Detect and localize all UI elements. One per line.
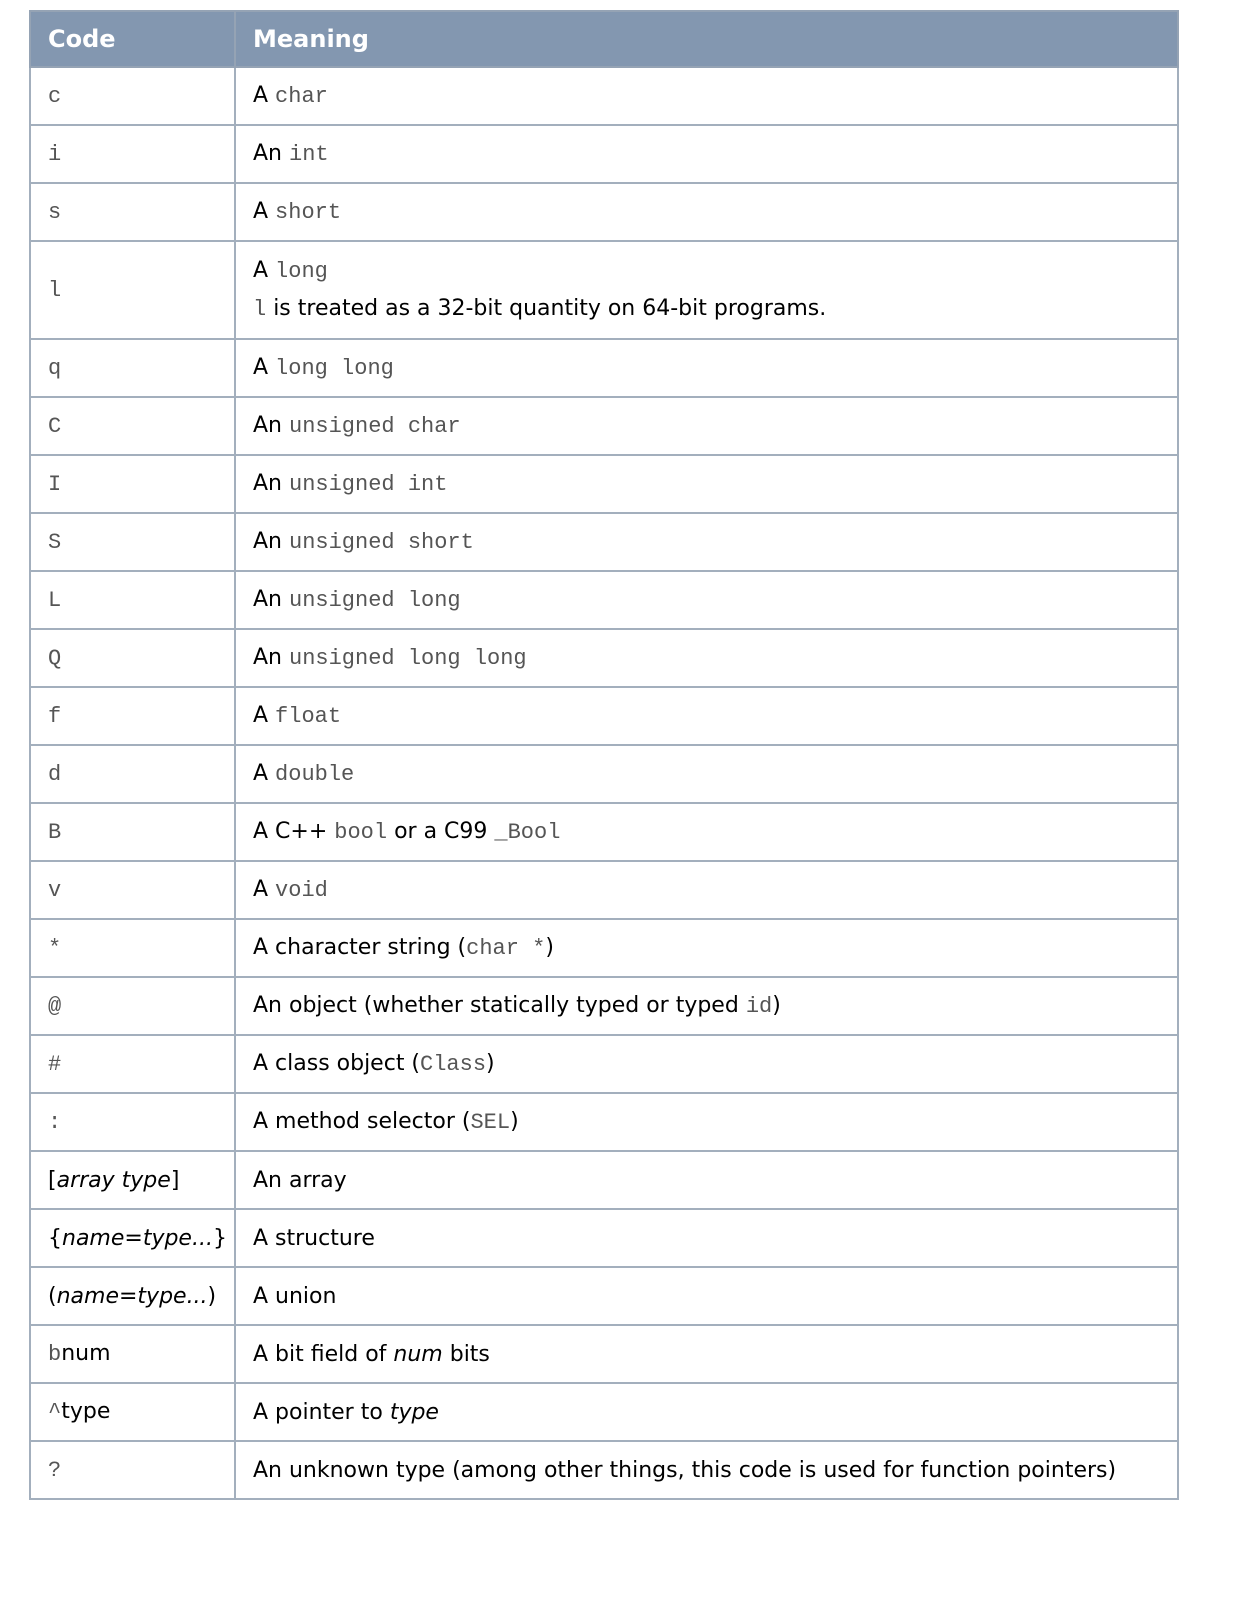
text-segment: ( [48, 1283, 57, 1309]
meaning-cell [235, 125, 1178, 183]
meaning-cell [235, 67, 1178, 125]
code-literal: double [275, 762, 355, 787]
code-cell [30, 919, 235, 977]
code-cell [30, 977, 235, 1035]
code-literal: B [48, 820, 62, 845]
code-literal: I [48, 472, 62, 497]
meaning-cell [235, 687, 1178, 745]
code-literal: @ [48, 994, 62, 1019]
meaning-cell [235, 1151, 1178, 1209]
text-segment: A character string ( [253, 935, 467, 960]
code-literal: bool [334, 820, 388, 845]
meaning-line [253, 587, 461, 612]
text-segment: A [253, 761, 276, 786]
meaning-cell [235, 1267, 1178, 1325]
text-segment: { [48, 1225, 62, 1251]
text-segment: A C++ [253, 819, 335, 844]
code-cell [30, 455, 235, 513]
meaning-line [253, 1109, 519, 1134]
meaning-line [253, 83, 328, 108]
table-row [30, 397, 1178, 455]
code-cell [30, 339, 235, 397]
table-row [30, 1035, 1178, 1093]
table-row [30, 67, 1178, 125]
italic-text: num [393, 1341, 443, 1367]
meaning-line [253, 258, 328, 283]
code-cell [30, 1209, 235, 1267]
meaning-cell [235, 977, 1178, 1035]
code-cell [30, 1441, 235, 1499]
text-segment: An [253, 413, 289, 438]
meaning-line [253, 1168, 347, 1193]
meaning-cell [235, 861, 1178, 919]
meaning-line [253, 1342, 490, 1367]
code-literal: ^ [48, 1400, 62, 1425]
code-cell [30, 241, 235, 339]
text-segment: An array [253, 1167, 347, 1193]
code-literal: unsigned short [289, 530, 474, 555]
code-cell [30, 1267, 235, 1325]
text-segment: ) [207, 1283, 217, 1309]
text-segment: A method selector ( [253, 1109, 471, 1134]
meaning-cell [235, 1093, 1178, 1151]
meaning-line [253, 1458, 1116, 1483]
text-segment: A [253, 83, 276, 108]
meaning-cell [235, 339, 1178, 397]
code-cell [30, 745, 235, 803]
meaning-line [253, 141, 329, 166]
code-literal: v [48, 878, 62, 903]
type-encoding-table [29, 10, 1179, 1500]
code-cell [30, 125, 235, 183]
meaning-line [253, 413, 461, 438]
code-literal: SEL [470, 1110, 511, 1135]
text-segment: An object (whether statically typed or typed [253, 993, 746, 1018]
code-cell [30, 1383, 235, 1441]
meaning-cell [235, 241, 1178, 339]
code-literal: Q [48, 646, 62, 671]
table-row [30, 1093, 1178, 1151]
meaning-line [253, 819, 560, 844]
code-literal: ? [48, 1458, 62, 1483]
table-header-row [30, 11, 1178, 67]
meaning-cell [235, 397, 1178, 455]
code-literal: c [48, 84, 62, 109]
italic-text: type [389, 1399, 439, 1425]
code-cell [30, 1035, 235, 1093]
text-segment: A [253, 199, 276, 224]
text-segment: A structure [253, 1225, 375, 1251]
meaning-line [253, 529, 474, 554]
table-row [30, 977, 1178, 1035]
text-segment: An [253, 645, 289, 670]
table-row [30, 1151, 1178, 1209]
text-segment: ] [170, 1167, 180, 1193]
meaning-cell [235, 745, 1178, 803]
meaning-line [253, 1400, 439, 1425]
code-literal: unsigned char [289, 414, 461, 439]
table-row [30, 1267, 1178, 1325]
table-row [30, 455, 1178, 513]
text-segment: A union [253, 1283, 337, 1309]
meaning-cell [235, 1035, 1178, 1093]
table-row [30, 1441, 1178, 1499]
code-literal: s [48, 200, 62, 225]
text-segment: [ [48, 1167, 57, 1193]
code-cell [30, 571, 235, 629]
code-literal: short [275, 200, 342, 225]
italic-text: name=type... [56, 1283, 208, 1309]
text-segment: ) [772, 993, 781, 1018]
table-row [30, 125, 1178, 183]
meaning-cell [235, 183, 1178, 241]
table-row [30, 1209, 1178, 1267]
meaning-cell [235, 513, 1178, 571]
code-cell [30, 1093, 235, 1151]
code-literal: long [275, 259, 328, 284]
code-cell [30, 183, 235, 241]
code-literal: long long [275, 356, 394, 381]
meaning-cell [235, 629, 1178, 687]
code-cell [30, 629, 235, 687]
meaning-cell [235, 919, 1178, 977]
code-literal: : [48, 1110, 62, 1135]
table-row [30, 861, 1178, 919]
code-literal: C [48, 414, 62, 439]
text-segment: or a C99 [387, 819, 495, 844]
code-literal: b [48, 1342, 62, 1367]
meaning-line [253, 471, 447, 496]
code-literal: float [275, 704, 342, 729]
column-header-meaning: Meaning [235, 11, 1178, 67]
text-segment: A [253, 703, 276, 728]
text-segment: An [253, 529, 289, 554]
text-segment: ) [545, 935, 554, 960]
text-segment: num [61, 1341, 111, 1366]
code-cell [30, 1325, 235, 1383]
text-segment: ) [510, 1109, 519, 1134]
column-header-code: Code [30, 11, 235, 67]
italic-text: name=type... [62, 1225, 213, 1251]
code-cell [30, 803, 235, 861]
code-literal: i [48, 142, 62, 167]
meaning-line [253, 877, 328, 902]
text-segment: A [253, 877, 276, 902]
code-literal: unsigned long [289, 588, 461, 613]
meaning-cell [235, 1441, 1178, 1499]
text-segment: A [253, 258, 276, 283]
code-literal: unsigned long long [289, 646, 527, 671]
code-literal: L [48, 588, 62, 613]
table-row [30, 241, 1178, 339]
text-segment: is treated as a 32-bit quantity on 64-bit programs. [266, 296, 827, 321]
meaning-line [253, 645, 527, 670]
table-row [30, 919, 1178, 977]
text-segment: type [61, 1399, 111, 1424]
code-literal: unsigned int [289, 472, 448, 497]
code-literal: S [48, 530, 62, 555]
meaning-cell [235, 1325, 1178, 1383]
meaning-line [253, 761, 354, 786]
meaning-line [253, 355, 394, 380]
code-cell [30, 397, 235, 455]
meaning-line [253, 1226, 375, 1251]
meaning-line [253, 993, 781, 1018]
meaning-cell [235, 571, 1178, 629]
meaning-line [253, 935, 554, 960]
code-literal: l [253, 297, 267, 322]
table-row [30, 339, 1178, 397]
meaning-note [253, 296, 1177, 322]
meaning-line [253, 1051, 495, 1076]
code-literal: q [48, 356, 62, 381]
table-body [30, 67, 1178, 1499]
table-row [30, 687, 1178, 745]
meaning-cell [235, 1209, 1178, 1267]
text-segment: A bit field of [253, 1341, 394, 1367]
code-cell [30, 1151, 235, 1209]
code-cell [30, 687, 235, 745]
table-row [30, 1383, 1178, 1441]
meaning-cell [235, 1383, 1178, 1441]
text-segment: An [253, 587, 289, 612]
text-segment: A pointer to [253, 1399, 390, 1425]
code-literal: id [745, 994, 773, 1019]
text-segment: A [253, 355, 276, 380]
text-segment: bits [442, 1341, 490, 1367]
meaning-line [253, 199, 341, 224]
text-segment: A class object ( [253, 1051, 421, 1076]
code-cell [30, 67, 235, 125]
code-literal: void [275, 878, 328, 903]
table-row [30, 803, 1178, 861]
code-cell [30, 861, 235, 919]
code-literal: # [48, 1052, 62, 1077]
text-segment: An unknown type (among other things, this code is used for function pointers) [253, 1457, 1117, 1483]
table-row [30, 183, 1178, 241]
text-segment: ) [486, 1051, 495, 1076]
table-row [30, 629, 1178, 687]
code-literal: l [48, 278, 62, 303]
code-literal: d [48, 762, 62, 787]
meaning-cell [235, 803, 1178, 861]
table-row [30, 1325, 1178, 1383]
italic-text: array type [56, 1167, 171, 1193]
text-segment: An [253, 141, 289, 166]
table-row [30, 513, 1178, 571]
table-row [30, 745, 1178, 803]
code-literal: f [48, 704, 62, 729]
code-literal: Class [420, 1052, 487, 1077]
code-literal: * [48, 936, 62, 961]
text-segment: } [212, 1225, 227, 1251]
text-segment: An [253, 471, 289, 496]
code-literal: char [275, 84, 328, 109]
table-row [30, 571, 1178, 629]
code-literal: _Bool [494, 820, 561, 845]
code-literal: int [289, 142, 329, 167]
code-literal: char * [466, 936, 546, 961]
meaning-line [253, 703, 341, 728]
meaning-line [253, 1284, 336, 1309]
meaning-cell [235, 455, 1178, 513]
code-cell [30, 513, 235, 571]
